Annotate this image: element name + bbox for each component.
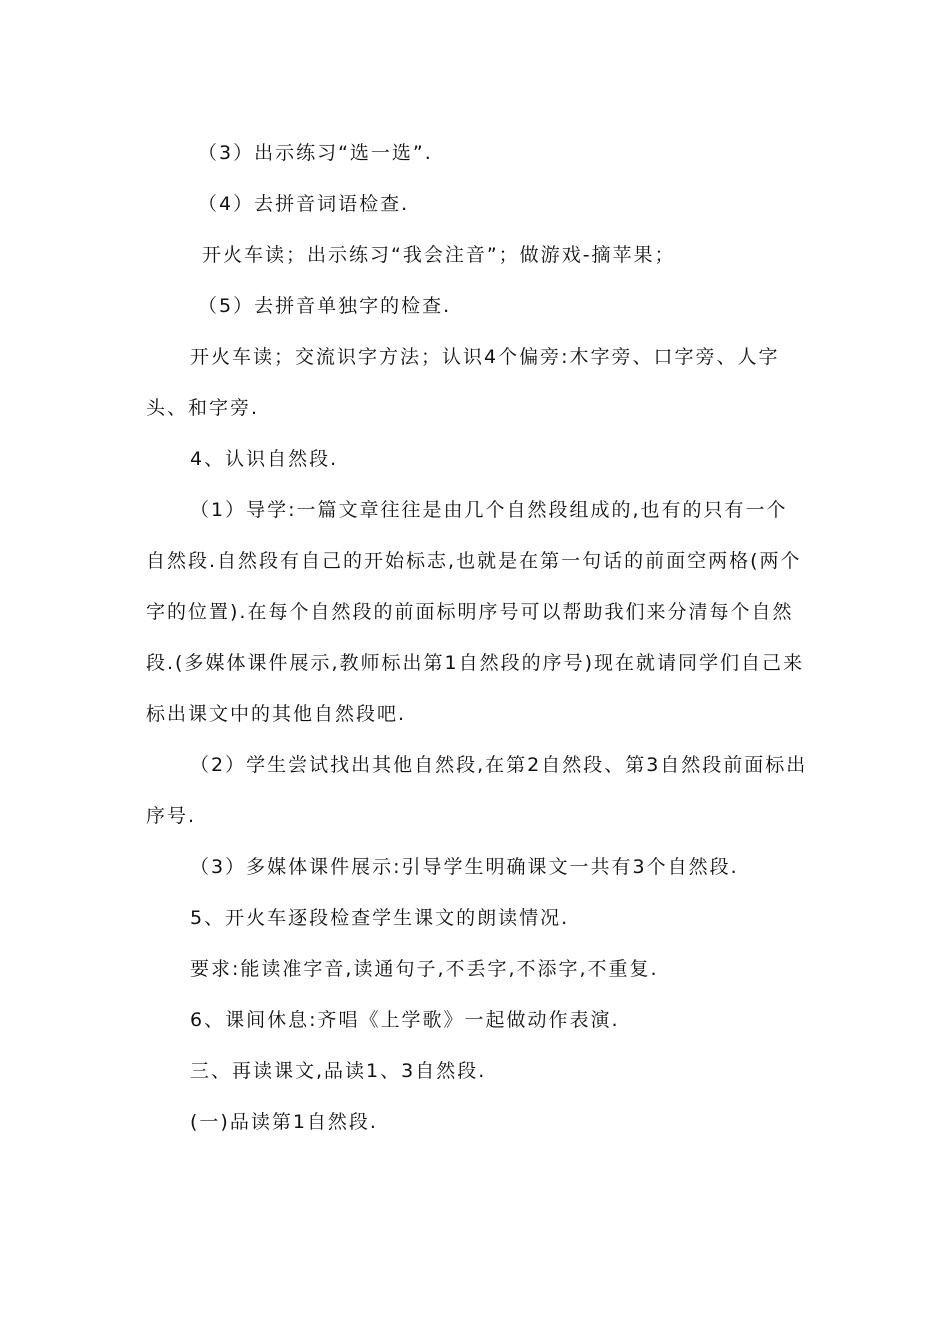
paragraph-section-6: 6、课间休息:齐唱《上学歌》一起做动作表演. <box>190 1009 620 1031</box>
paragraph-section-4: 4、认识自然段. <box>190 448 339 470</box>
paragraph-part-3: 三、再读课文,品读1、3自然段. <box>190 1060 487 1082</box>
paragraph-train-reading-2: 开火车读；交流识字方法；认识4个偏旁:木字旁、口字旁、人字头、和字旁. <box>146 346 780 419</box>
paragraph-requirements: 要求:能读准字音,读通句子,不丢字,不添字,不重复. <box>190 958 659 980</box>
document-body <box>146 128 808 1148</box>
paragraph-step-5: （5）去拼音单独字的检查. <box>198 295 452 317</box>
paragraph-student-attempt: （2）学生尝试找出其他自然段,在第2自然段、第3自然段前面标出序号. <box>146 754 808 827</box>
paragraph-step-4: （4）去拼音词语检查. <box>198 193 410 215</box>
paragraph-multimedia: （3）多媒体课件展示:引导学生明确课文一共有3个自然段. <box>190 856 739 878</box>
paragraph-guided-study: （1）导学:一篇文章往往是由几个自然段组成的,也有的只有一个自然段.自然段有自己的开始标志,也就是在第一句话的前面空两格(两个字的位置).在每个自然段的前面标明序号可以帮助我们来分清每个自然段.(多媒体课件展示,教师标出第1自然段的序号)现在就请同学们自己来标出课文中的其他自然段吧. <box>146 499 804 725</box>
paragraph-part-3-1: (一)品读第1自然段. <box>190 1111 378 1133</box>
paragraph-section-5: 5、开火车逐段检查学生课文的朗读情况. <box>190 907 570 929</box>
paragraph-train-reading-1: 开火车读；出示练习“我会注音”；做游戏-摘苹果； <box>202 244 676 266</box>
paragraph-step-3: （3）出示练习“选一选”. <box>198 142 433 164</box>
